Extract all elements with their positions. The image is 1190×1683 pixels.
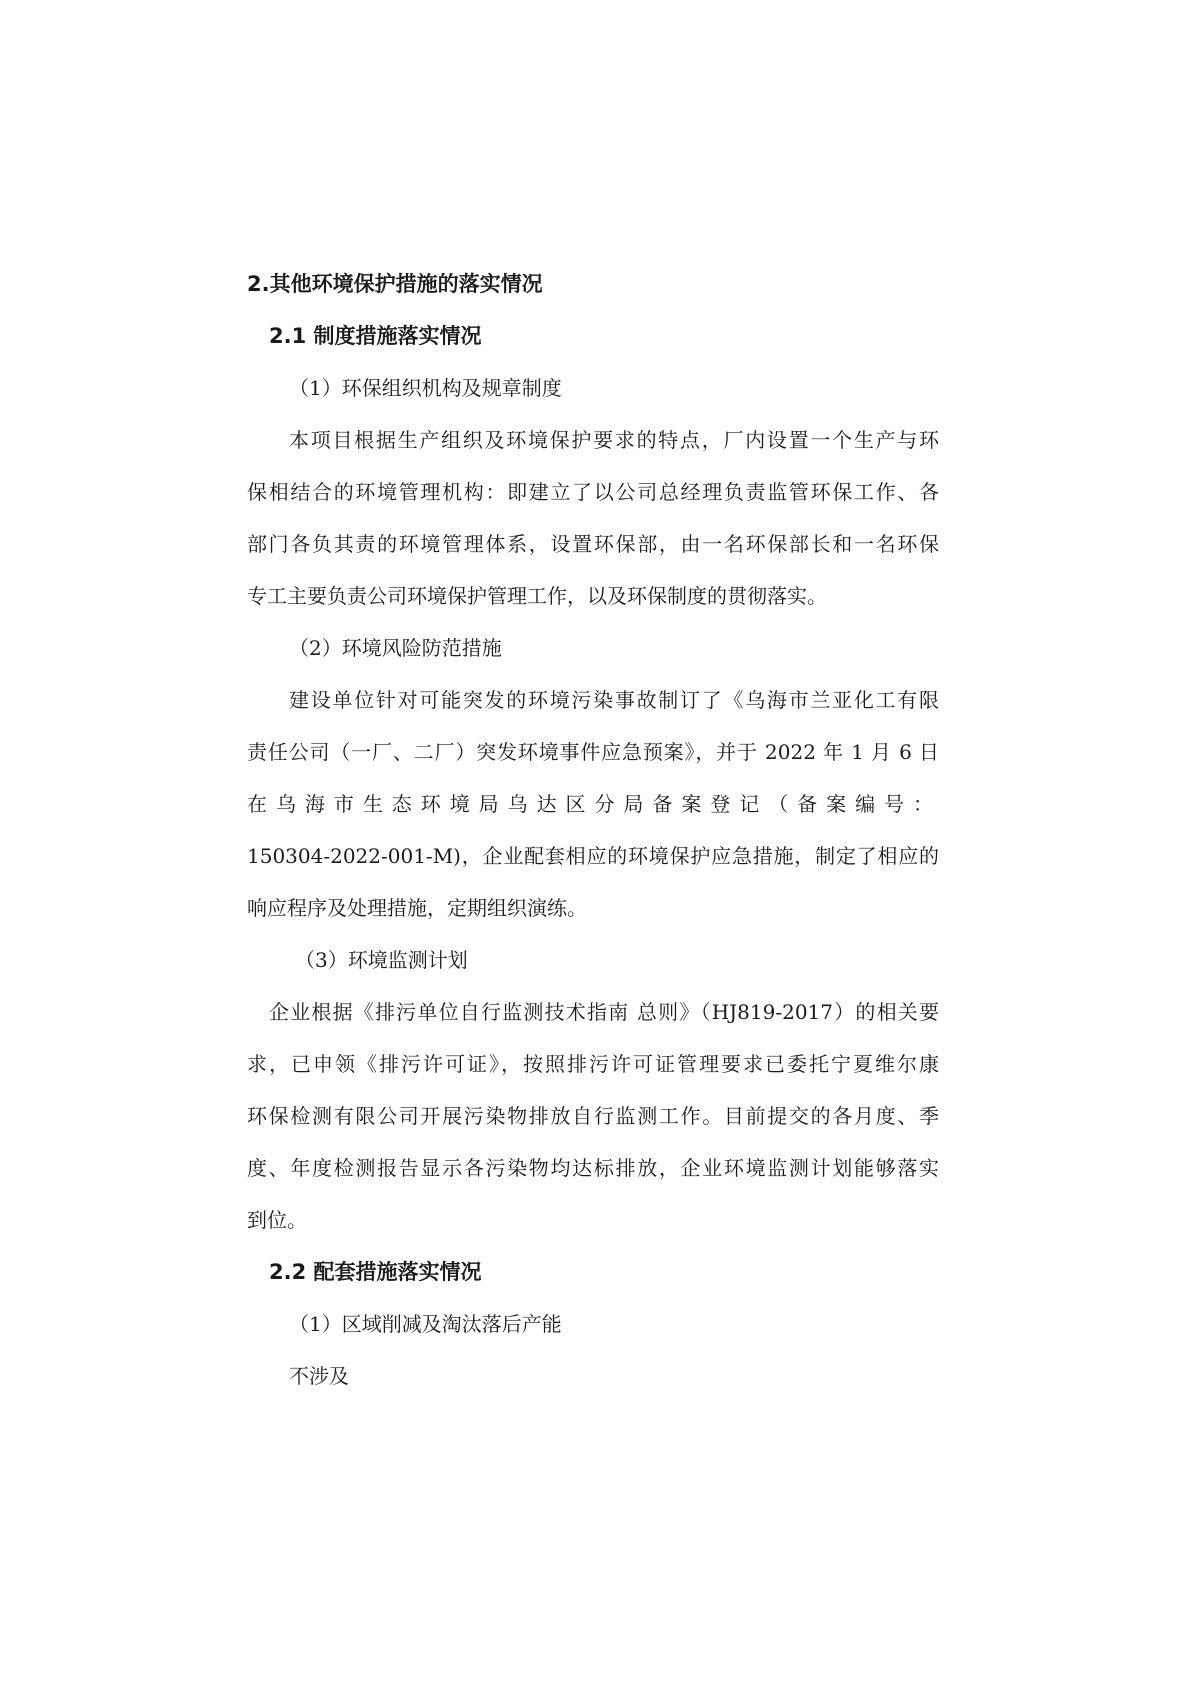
paragraph-line: 本项目根据生产组织及环境保护要求的特点，厂内设置一个生产与环 [289,428,939,452]
paragraph-line: 专工主要负责公司环境保护管理工作，以及环保制度的贯彻落实。 [247,584,827,608]
subsection-heading-2-2: 2.2 配套措施落实情况 [269,1260,482,1284]
paragraph-line: 在乌海市生态环境局乌达区分局备案登记（备案编号： [247,792,939,816]
paragraph-line: 部门各负其责的环境管理体系，设置环保部，由一名环保部长和一名环保 [247,532,939,556]
subsection-heading-2-1: 2.1 制度措施落实情况 [269,324,482,348]
item-4-title: （1）区域削减及淘汰落后产能 [289,1312,562,1336]
paragraph-line: 求，已申领《排污许可证》，按照排污许可证管理要求已委托宁夏维尔康 [247,1052,939,1076]
item-4-text: 不涉及 [289,1364,349,1388]
paragraph-line: 响应程序及处理措施，定期组织演练。 [247,896,587,920]
paragraph-line: 建设单位针对可能突发的环境污染事故制订了《乌海市兰亚化工有限 [289,688,939,712]
paragraph-line: 责任公司（一厂、二厂）突发环境事件应急预案》，并于 2022 年 1 月 6 日 [247,740,939,764]
paragraph-line: 度、年度检测报告显示各污染物均达标排放，企业环境监测计划能够落实 [247,1156,939,1180]
paragraph-line: 环保检测有限公司开展污染物排放自行监测工作。目前提交的各月度、季 [247,1104,939,1128]
document-content [247,258,939,1402]
item-2-title: （2）环境风险防范措施 [289,636,502,660]
paragraph-line: 150304-2022-001-M)，企业配套相应的环境保护应急措施，制定了相应的 [247,844,939,868]
section-heading-2: 2.其他环境保护措施的落实情况 [247,272,543,296]
paragraph-line: 企业根据《排污单位自行监测技术指南 总则》（HJ819-2017）的相关要 [269,1000,939,1024]
item-1-title: （1）环保组织机构及规章制度 [289,376,562,400]
paragraph-line: 保相结合的环境管理机构：即建立了以公司总经理负责监管环保工作、各 [247,480,939,504]
paragraph-line: 到位。 [247,1208,307,1232]
item-3-title: （3）环境监测计划 [295,948,468,972]
